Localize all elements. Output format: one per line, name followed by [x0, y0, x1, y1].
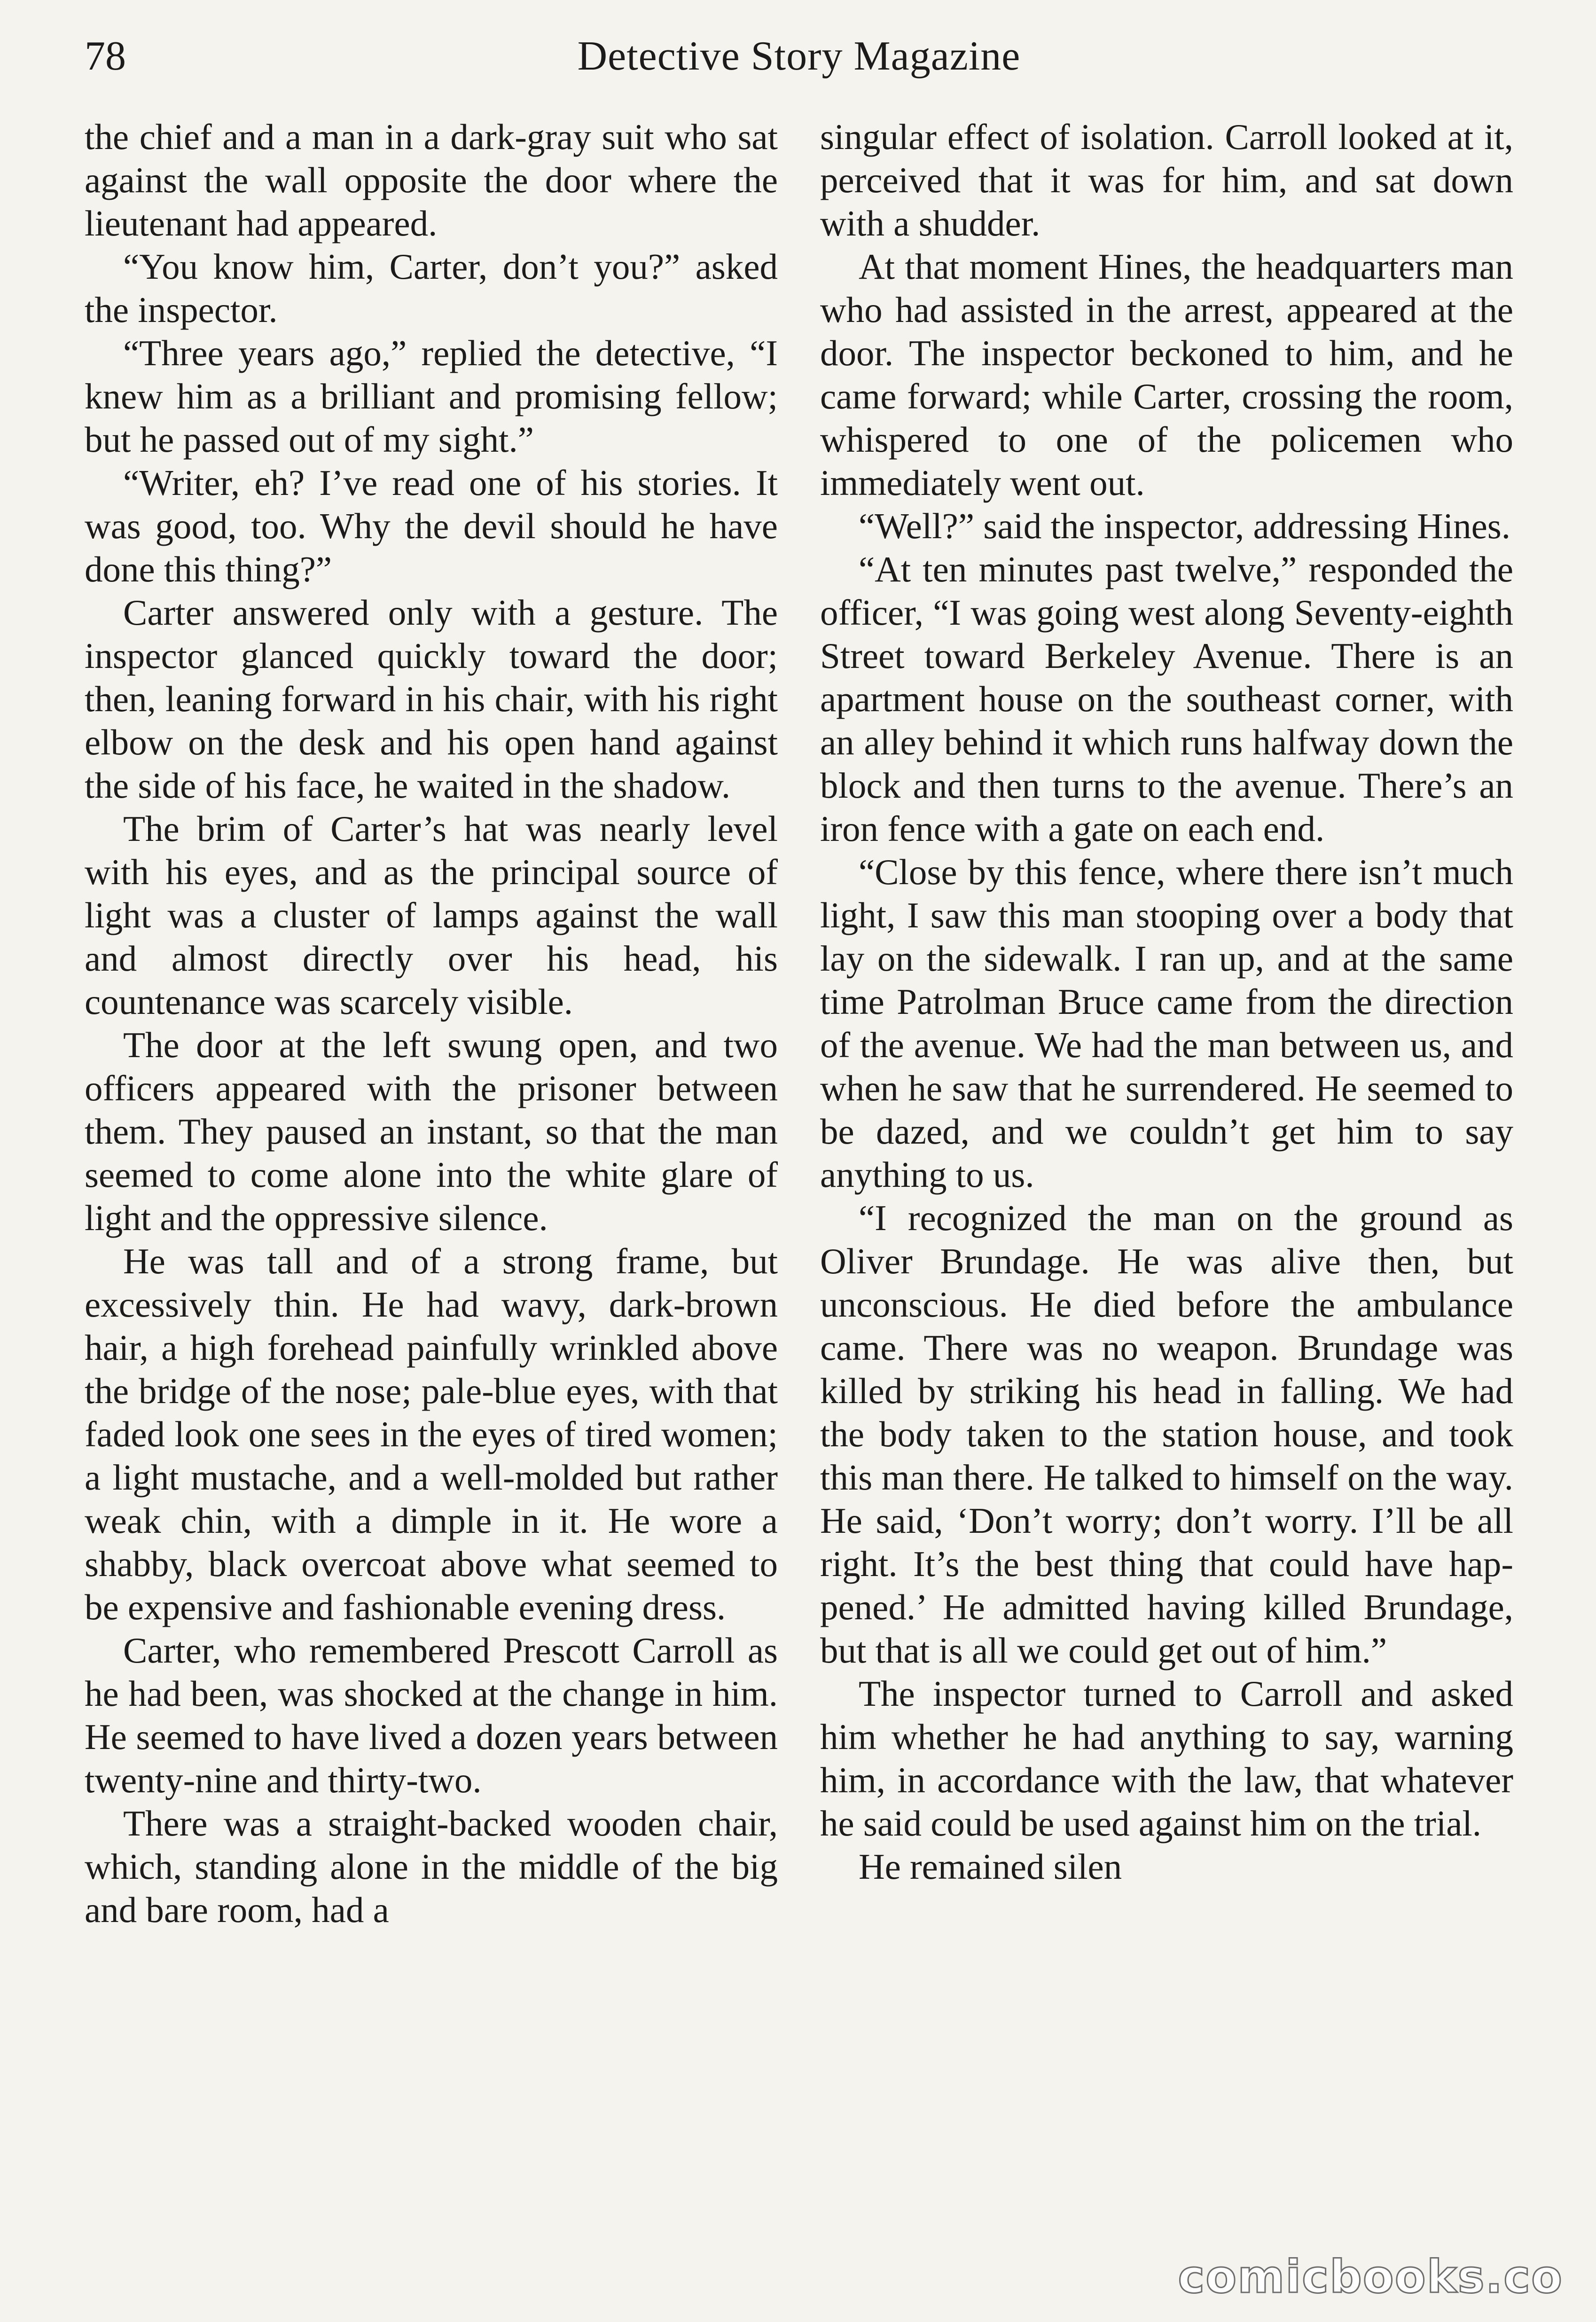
- paragraph: Carter, who remembered Prescott Carroll as he had been, was shocked at the change in him. He seemed to have lived a dozen years between twenty-nine and thirty-two.: [85, 1630, 778, 1800]
- paragraph: “You know him, Carter, don’t you?” asked the inspector.: [85, 246, 778, 330]
- paragraph: the chief and a man in a dark-gray suit who sat against the wall opposite the door where the lieutenant had appeared.: [85, 117, 778, 243]
- running-title: Detective Story Magazine: [577, 33, 1021, 79]
- paragraph: The inspector turned to Carroll and asked him whether he had anything to say, warning him, in accordance with the law, that whatever he said could be used against him on the trial.: [820, 1673, 1513, 1843]
- paragraph: Carter answered only with a gesture. The inspector glanced quickly toward the door; then, leaning forward in his chair, with his right elbow on the desk and his open hand against the side of his face, he waited in the shadow.: [85, 592, 778, 806]
- paragraph: “Well?” said the inspector, addressing Hines.: [859, 506, 1510, 546]
- paragraph: The brim of Carter’s hat was nearly level with his eyes, and as the principal source of light was a cluster of lamps against the wall and almost directly over his head, his countenance was scarcely visible.: [85, 808, 778, 1022]
- paragraph: He was tall and of a strong frame, but excessively thin. He had wavy, dark-brown hair, a high forehead painfully wrinkled above the bridge of the nose; pale-blue eyes, with that faded look one sees in the eyes of tired women; a light mustache, and a well-molded but rather weak chin, with a dimple in it. He wore a shabby, black overcoat above what seemed to be expensive and fashionable evening dress.: [85, 1241, 778, 1627]
- paragraph: “Writer, eh? I’ve read one of his stories. It was good, too. Why the devil should he have done this thing?”: [85, 463, 778, 589]
- site-watermark: comicbooks.co: [1178, 2251, 1563, 2303]
- right-column: [820, 115, 1513, 1888]
- left-column: [85, 115, 778, 1931]
- paragraph: The door at the left swung open, and two officers appeared with the prisoner between them. They paused an instant, so that the man seemed to come alone into the white glare of light and the oppressive silence.: [85, 1025, 778, 1238]
- paragraph: “At ten minutes past twelve,” responded the officer, “I was going west along Seventy-eighth Street toward Berkeley Avenue. There is an apartment house on the southeast corner, with an alley behind it which runs halfway down the block and then turns to the avenue. There’s an iron fence with a gate on each end.: [820, 549, 1513, 849]
- page-header: [85, 26, 1513, 87]
- paragraph: “I recognized the man on the ground as Oliver Brundage. He was alive then, but unconscious. He died before the ambulance came. There was no weapon. Brundage was killed by striking his head in falling. We had the body taken to the station house, and took this man there. He talked to himself on the way. He said, ‘Don’t worry; don’t worry. I’ll be all right. It’s the best thing that could have happened.’ He admitted having killed Brundage, but that is all we could get out of him.”: [820, 1198, 1513, 1671]
- paragraph: At that moment Hines, the headquarters man who had assisted in the arrest, appeared at the door. The inspector beckoned to him, and he came forward; while Carter, crossing the room, whispered to one of the policemen who immediately went out.: [820, 246, 1513, 503]
- paragraph: There was a straight-backed wooden chair, which, standing alone in the middle of the big and bare room, had a: [85, 1803, 778, 1930]
- paragraph: “Close by this fence, where there isn’t much light, I saw this man stooping over a body that lay on the sidewalk. I ran up, and at the same time Patrolman Bruce came from the direction of the avenue. We had the man between us, and when he saw that he surrendered. He seemed to be dazed, and we couldn’t get him to say anything to us.: [820, 852, 1513, 1195]
- page-number: 78: [85, 33, 126, 79]
- paragraph: singular effect of isolation. Carroll looked at it, perceived that it was for him, and sat down with a shudder.: [820, 117, 1513, 243]
- paragraph: He remained silen: [859, 1846, 1122, 1887]
- paragraph: “Three years ago,” replied the detective, “I knew him as a brilliant and promising fellow; but he passed out of my sight.”: [85, 333, 778, 460]
